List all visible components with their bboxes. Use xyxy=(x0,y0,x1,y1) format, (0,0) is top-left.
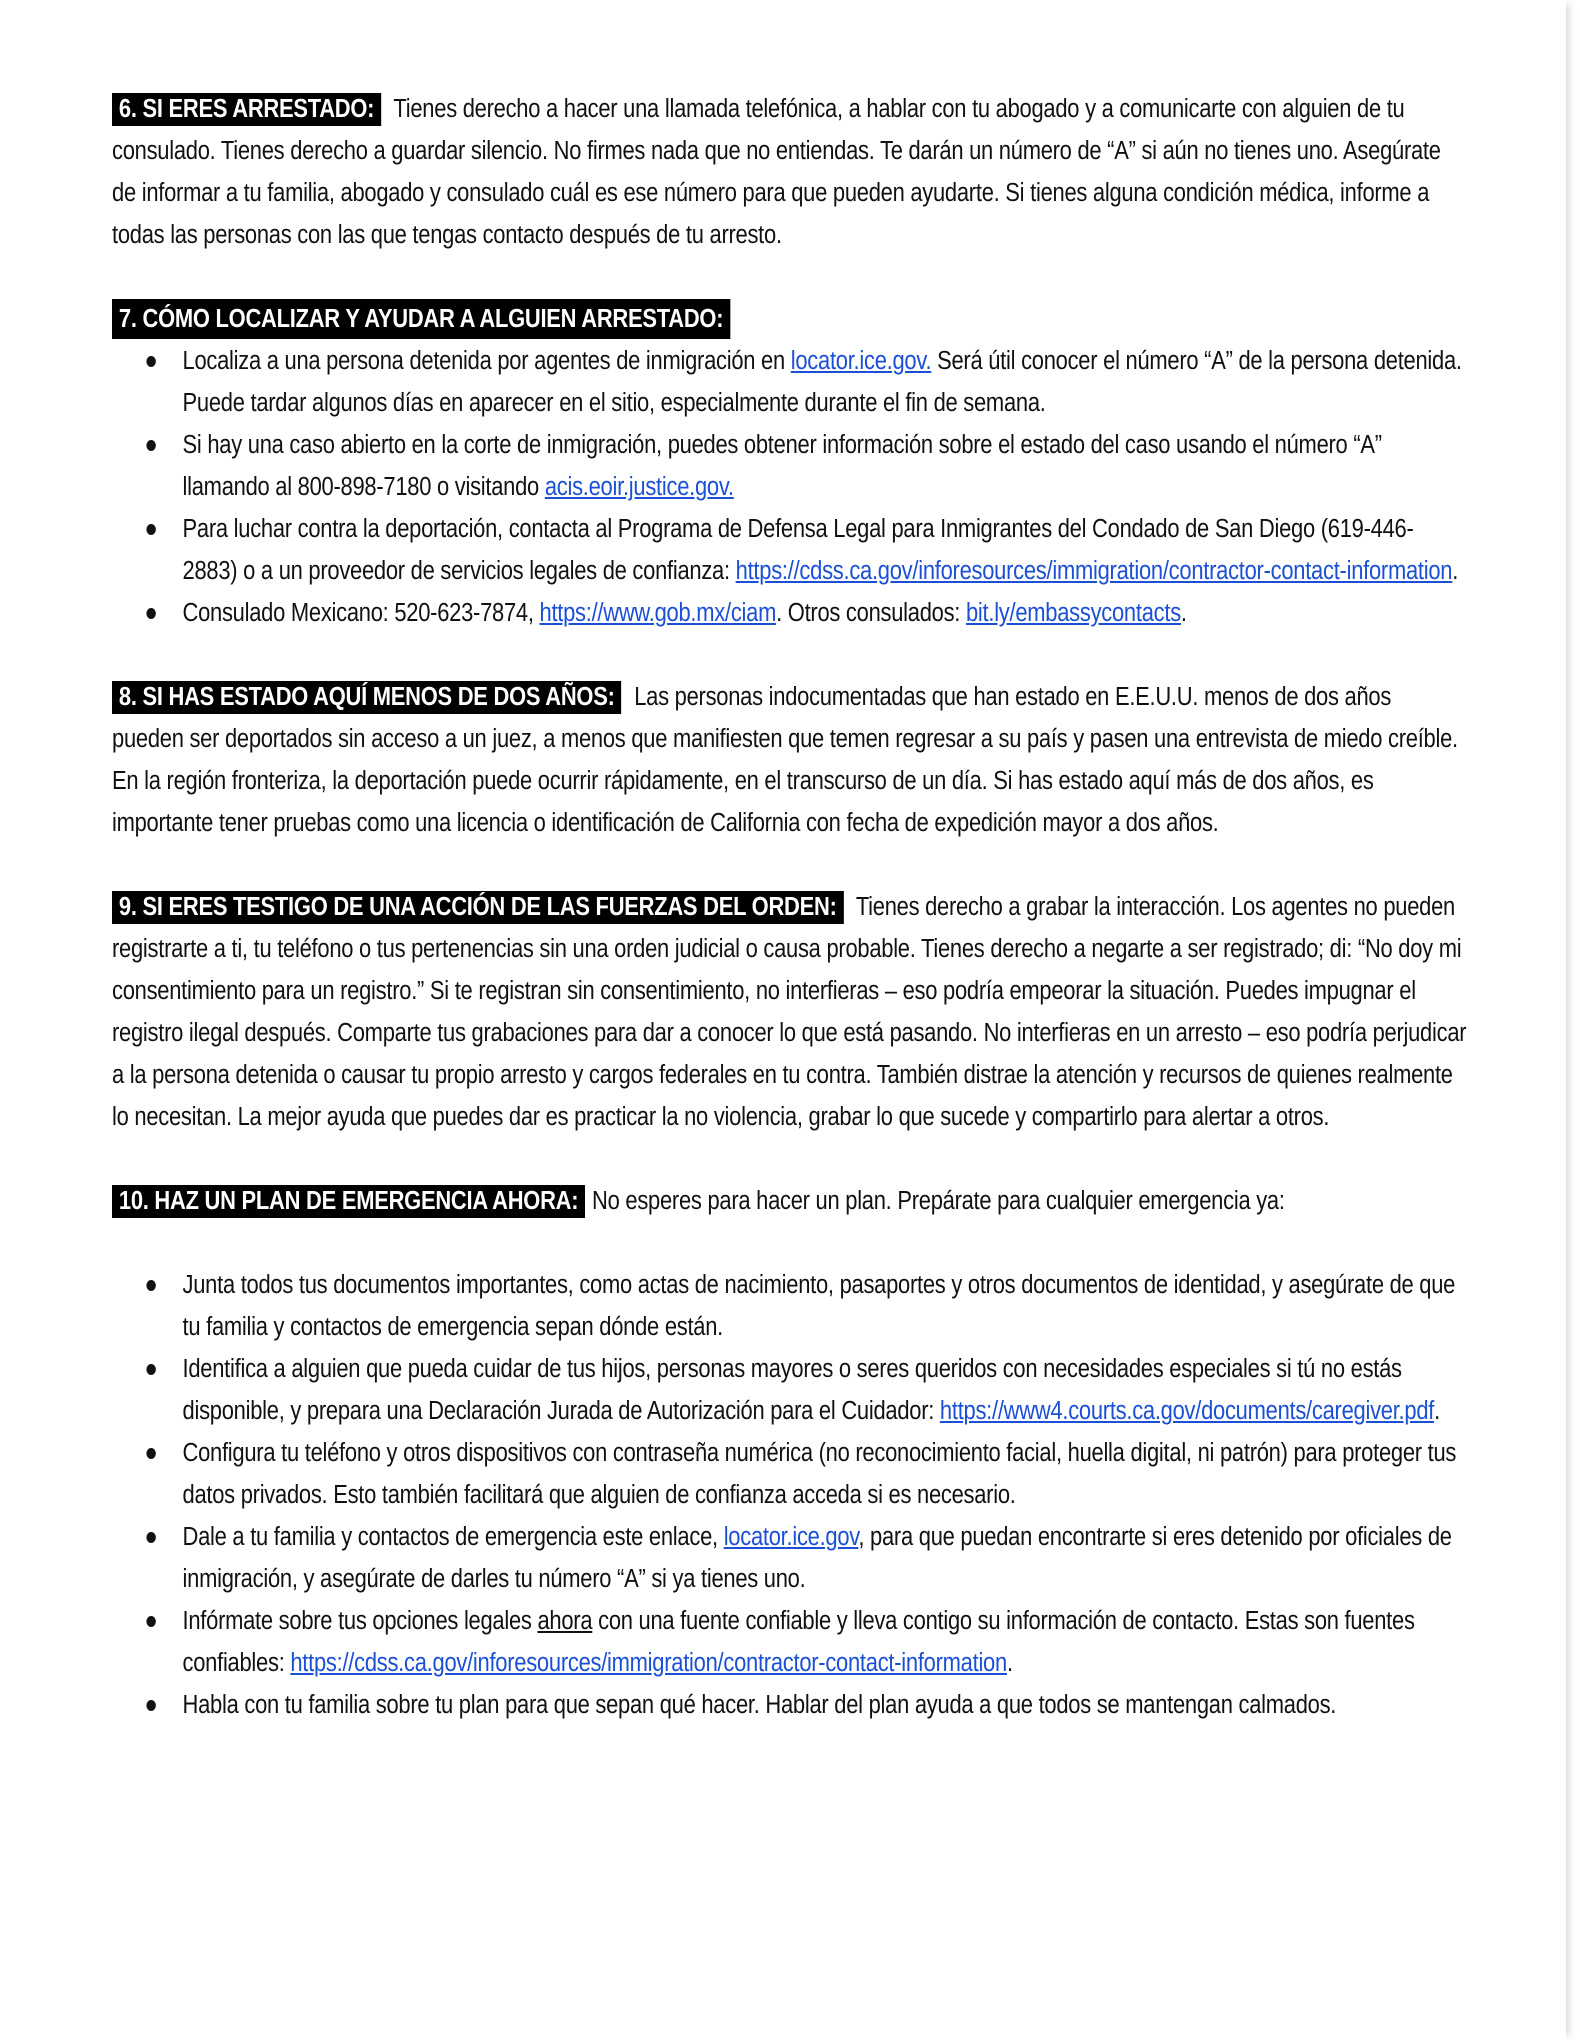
item-text: Junta todos tus documentos importantes, como actas de nacimiento, pasaportes y otros documentos de identidad, y asegúrate de que tu familia y contactos de emergencia sepan dónde están. xyxy=(182,1271,1456,1341)
underlined-word: ahora xyxy=(537,1607,593,1635)
section-arrested xyxy=(112,88,1467,256)
section-heading: 10. HAZ UN PLAN DE EMERGENCIA AHORA: xyxy=(112,1185,585,1218)
section-emergency-plan xyxy=(112,1180,1467,1726)
embassy-contacts-link[interactable]: bit.ly/embassycontacts xyxy=(965,599,1181,627)
item-text: Habla con tu familia sobre tu plan para que sepan qué hacer. Hablar del plan ayuda a que todos se mantengan calmados. xyxy=(182,1691,1337,1719)
item-text: Consulado Mexicano: 520-623-7874, xyxy=(182,599,540,627)
item-text: Localiza a una persona detenida por agentes de inmigración en xyxy=(182,347,791,375)
section-less-than-two-years xyxy=(112,676,1467,844)
section-witness xyxy=(112,886,1467,1138)
section-text: No esperes para hacer un plan. Prepárate para cualquier emergencia ya: xyxy=(592,1187,1285,1215)
item-text: . xyxy=(1452,557,1459,585)
item-text: Configura tu teléfono y otros dispositivos con contraseña numérica (no reconocimiento facial, huella digital, ni patrón) para proteger tus datos privados. Esto también facilitará que alguien de confianza acceda si es necesario. xyxy=(182,1439,1457,1509)
item-text: con una fuente confiable y lleva contigo su información de contacto. Estas son fuentes confiables: xyxy=(182,1607,1415,1677)
item-text: Identifica a alguien que pueda cuidar de tus hijos, personas mayores o seres queridos con necesidades especiales si tú no estás disponible, y prepara una Declaración Jurada de Autorización para el Cuidador: xyxy=(182,1355,1402,1425)
item-text: . Otros consulados: xyxy=(776,599,966,627)
locator-link[interactable]: locator.ice.gov. xyxy=(790,347,932,375)
bullet-list xyxy=(112,1264,1467,1726)
section-text: Tienes derecho a grabar la interacción. Los agentes no pueden registrarte a ti, tu teléfono o tus pertenencias sin una orden judicial o causa probable. Tienes derecho a negarte a ser registrado; di: “No doy mi consentimiento para un registro.” Si te registran sin consentimiento, no interfieras – eso podría empeorar la situación. Puedes impugnar el registro ilegal después. Comparte tus grabaciones para dar a conocer lo que está pasando. No interfieras en un arresto – eso podría perjudicar a la persona detenida o causar tu propio arresto y cargos federales en tu contra. También distrae la atención y recursos de quienes realmente lo necesitan. La mejor ayuda que puedes dar es practicar la no violencia, grabar lo que sucede y compartirlo para alertar a otros. xyxy=(112,893,1467,1131)
acis-link[interactable]: acis.eoir.justice.gov. xyxy=(544,473,734,501)
item-text: . xyxy=(1434,1397,1440,1425)
item-text: , para que puedan encontrarte si eres detenido por oficiales de inmigración, y asegúrate de darles tu número “A” si ya tienes uno. xyxy=(182,1523,1452,1593)
section-text: Tienes derecho a hacer una llamada telefónica, a hablar con tu abogado y a comunicarte con alguien de tu consulado. Tienes derecho a guardar silencio. No firmes nada que no entiendas. Te darán un número de “A” si aún no tienes uno. Asegúrate de informar a tu familia, abogado y consulado cuál es ese número para que pueden ayudarte. Si tienes alguna condición médica, informe a todas las personas con las que tengas contacto después de tu arresto. xyxy=(112,95,1441,249)
item-text: Para luchar contra la deportación, contacta al Programa de Defensa Legal para Inmigrantes del Condado de San Diego (619-446-2883) o a un proveedor de servicios legales de confianza: xyxy=(182,515,1414,585)
list-item xyxy=(183,1600,1467,1684)
section-heading: 6. SI ERES ARRESTADO: xyxy=(112,93,381,126)
list-item xyxy=(183,424,1467,508)
bullet-list xyxy=(112,340,1467,634)
section-locate-arrested xyxy=(112,298,1467,634)
list-item xyxy=(183,1432,1467,1516)
section-text: Las personas indocumentadas que han estado en E.E.U.U. menos de dos años pueden ser deportados sin acceso a un juez, a menos que manifiesten que temen regresar a su país y pasen una entrevista de miedo creíble. En la región fronteriza, la deportación puede ocurrir rápidamente, en el transcurso de un día. Si has estado aquí más de dos años, es importante tener pruebas como una licencia o identificación de California con fecha de expedición mayor a dos años. xyxy=(112,683,1458,837)
list-item xyxy=(183,1516,1467,1600)
locator-link[interactable]: locator.ice.gov xyxy=(723,1523,859,1551)
list-item xyxy=(183,592,1467,634)
list-item xyxy=(183,1348,1467,1432)
cdss-link[interactable]: https://cdss.ca.gov/inforesources/immigration/contractor-contact-information xyxy=(735,557,1453,585)
item-text: Será útil conocer el número “A” de la persona detenida. Puede tardar algunos días en aparecer en el sitio, especialmente durante el fin de semana. xyxy=(182,347,1462,417)
caregiver-pdf-link[interactable]: https://www4.courts.ca.gov/documents/caregiver.pdf xyxy=(939,1397,1435,1425)
list-item xyxy=(183,508,1467,592)
item-text: Infórmate sobre tus opciones legales xyxy=(182,1607,538,1635)
list-item xyxy=(183,1684,1467,1726)
section-heading: 9. SI ERES TESTIGO DE UNA ACCIÓN DE LAS FUERZAS DEL ORDEN: xyxy=(112,891,843,924)
document-content xyxy=(112,88,1467,1768)
item-text: Dale a tu familia y contactos de emergencia este enlace, xyxy=(182,1523,724,1551)
item-text: Si hay una caso abierto en la corte de inmigración, puedes obtener información sobre el estado del caso usando el número “A” llamando al 800-898-7180 o visitando xyxy=(182,431,1382,501)
list-item xyxy=(183,340,1467,424)
section-heading: 7. CÓMO LOCALIZAR Y AYUDAR A ALGUIEN ARRESTADO: xyxy=(112,299,730,339)
section-heading: 8. SI HAS ESTADO AQUÍ MENOS DE DOS AÑOS: xyxy=(112,681,622,714)
item-text: . xyxy=(1006,1649,1013,1677)
gob-mx-link[interactable]: https://www.gob.mx/ciam xyxy=(539,599,777,627)
cdss-link[interactable]: https://cdss.ca.gov/inforesources/immigration/contractor-contact-information xyxy=(290,1649,1007,1677)
list-item xyxy=(183,1264,1467,1348)
item-text: . xyxy=(1180,599,1187,627)
